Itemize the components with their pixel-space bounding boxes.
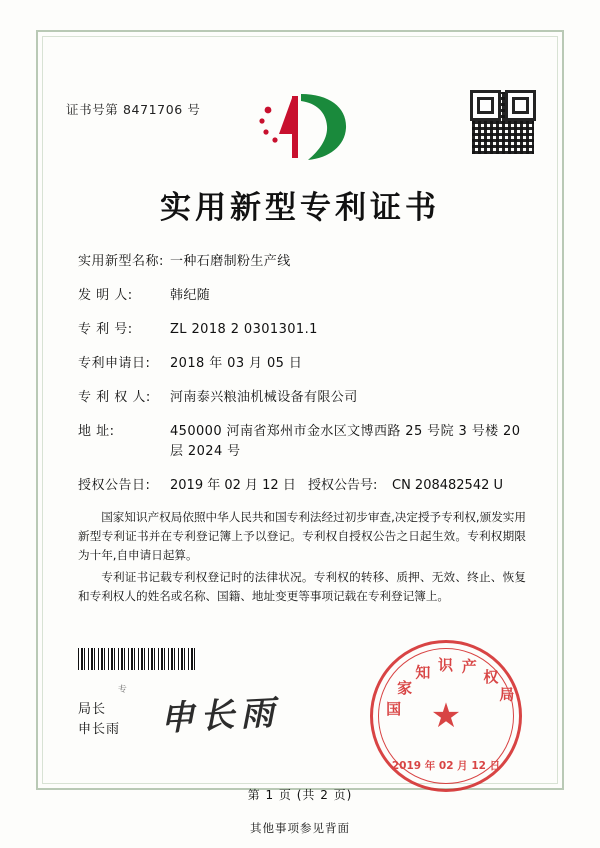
field-key: 专 利 权 人: xyxy=(78,390,151,405)
grant-number-label: 授权公告号: xyxy=(308,478,378,493)
field-value: ZL 2018 2 0301301.1 xyxy=(170,322,318,337)
seal-date: 2019 年 02 月 12 日 xyxy=(391,760,501,772)
page-indicator: 第 1 页 (共 2 页) xyxy=(247,788,353,802)
field-row xyxy=(78,252,530,272)
field-key: 发 明 人: xyxy=(78,288,133,303)
barcode xyxy=(78,648,198,670)
field-row xyxy=(78,388,530,408)
field-value: 2018 年 03 月 05 日 xyxy=(170,356,303,371)
official-seal: ★ 2019 年 02 月 12 日 国 家 知 识 产 权 局 xyxy=(370,640,522,792)
field-value: 河南泰兴粮油机械设备有限公司 xyxy=(170,390,358,405)
director-name: 申长雨 xyxy=(78,722,121,737)
field-value: 一种石磨制粉生产线 xyxy=(170,254,291,269)
legal-paragraph: 专利证书记载专利权登记时的法律状况。专利权的转移、质押、无效、终止、恢复和专利权人的姓名或名称、国籍、地址变更等事项记载在专利登记簿上。 xyxy=(78,570,526,603)
grant-date-label: 授权公告日: xyxy=(78,478,151,493)
footnote: 其他事项参见背面 xyxy=(250,821,350,835)
field-key: 专利申请日: xyxy=(78,356,151,371)
field-key: 实用新型名称: xyxy=(78,254,164,269)
field-value: 韩纪随 xyxy=(170,288,211,303)
grant-notice-row xyxy=(78,476,530,496)
legal-text xyxy=(78,508,526,609)
field-key: 专 利 号: xyxy=(78,322,133,337)
field-value: 450000 河南省郑州市金水区文博西路 25 号院 3 号楼 20 层 2024 号 xyxy=(170,424,521,459)
field-row xyxy=(78,354,530,374)
seal-star-icon: ★ xyxy=(430,696,462,736)
page-title: 实用新型专利证书 xyxy=(160,190,440,226)
field-row xyxy=(78,320,530,340)
grant-number-value: CN 208482542 U xyxy=(392,478,504,493)
field-row xyxy=(78,286,530,306)
field-row xyxy=(78,422,530,462)
handwritten-signature: 申长雨 xyxy=(159,692,282,740)
cnipa-logo-icon xyxy=(246,88,354,164)
legal-paragraph: 国家知识产权局依照中华人民共和国专利法经过初步审查,决定授予专利权,颁发实用新型专利证书并在专利登记簿上予以登记。专利权自授权公告之日起生效。专利权期限为十年,自申请日起算。 xyxy=(78,510,526,562)
qr-code xyxy=(472,92,534,154)
signature-mark: 专 xyxy=(117,684,128,696)
field-key: 地 址: xyxy=(78,424,115,439)
field-list xyxy=(78,252,530,510)
grant-date-value: 2019 年 02 月 12 日 xyxy=(170,478,296,493)
certificate-number: 证书号第 8471706 号 xyxy=(66,102,201,117)
director-label: 局长 xyxy=(78,702,107,717)
signature-labels xyxy=(78,700,120,740)
